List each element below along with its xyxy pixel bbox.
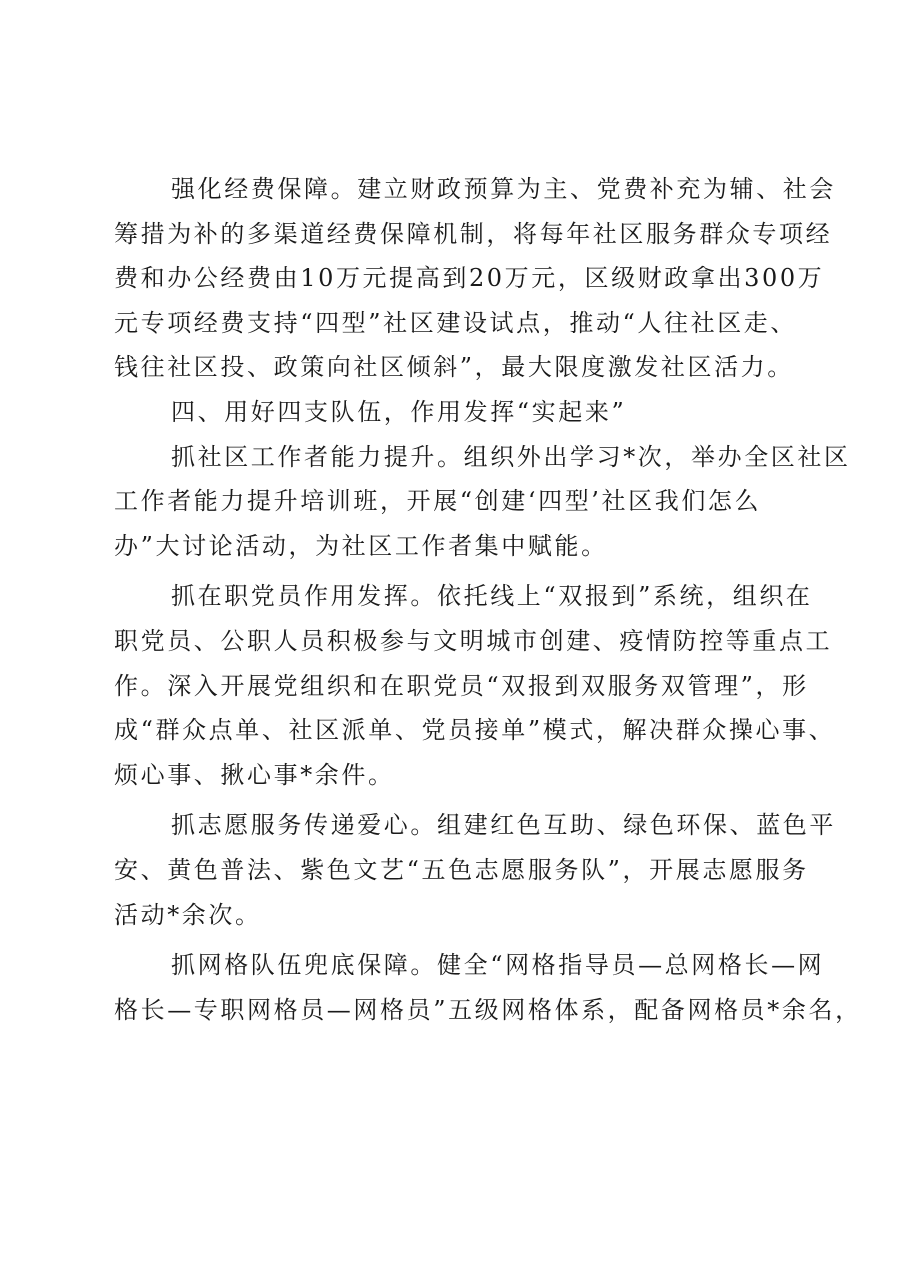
text-line: 烦心事、揪心事*余件。 [114,760,395,789]
text-line: 强化经费保障。建立财政预算为主、党费补充为辅、社会 [171,175,836,203]
paragraph-party-members [114,574,836,797]
section-heading [114,390,814,435]
text-line: 费和办公经费由10万元提高到20万元，区级财政拿出300万 [114,264,825,293]
document-body [114,167,862,1032]
text-line: 钱往社区投、政策向社区倾斜”，最大限度激发社区活力。 [114,353,794,382]
text-line: 抓网格队伍兜底保障。健全“网格指导员—总网格长—网 [171,951,825,980]
text-line: 抓志愿服务传递爱心。组建红色互助、绿色环保、蓝色平 [171,811,836,840]
text-line: 作。深入开展党组织和在职党员“双报到双服务双管理”，形 [114,671,809,700]
text-line: 安、黄色普法、紫色文艺“五色志愿服务队”，开展志愿服务 [114,855,809,884]
text-line: 筹措为补的多渠道经费保障机制，将每年社区服务群众专项经 [114,219,833,248]
text-line: 格长—专职网格员—网格员”五级网格体系，配备网格员*余名， [114,995,862,1024]
text-line: 抓社区工作者能力提升。组织外出学习*次，举办全区社区 [171,442,851,471]
text-line: 元专项经费支持“四型”社区建设试点，推动“人往社区走、 [114,308,798,337]
text-line: 成“群众点单、社区派单、党员接单”模式，解决群众操心事、 [114,716,836,745]
text-line: 职党员、公职人员积极参与文明城市创建、疫情防控等重点工 [114,626,833,655]
text-line: 工作者能力提升培训班，开展“创建‘四型’社区我们怎么 [114,487,762,516]
text-line: 抓在职党员作用发挥。依托线上“双报到”系统，组织在 [171,582,813,611]
paragraph-volunteer [114,803,836,937]
paragraph-grid-team [114,943,862,1032]
paragraph-worker-ability [114,435,851,569]
heading-line: 四、用好四支队伍，作用发挥“实起来” [171,397,627,426]
paragraph-funding [114,167,836,390]
text-line: 办”大讨论活动，为社区工作者集中赋能。 [114,531,608,560]
text-line: 活动*余次。 [114,900,262,929]
